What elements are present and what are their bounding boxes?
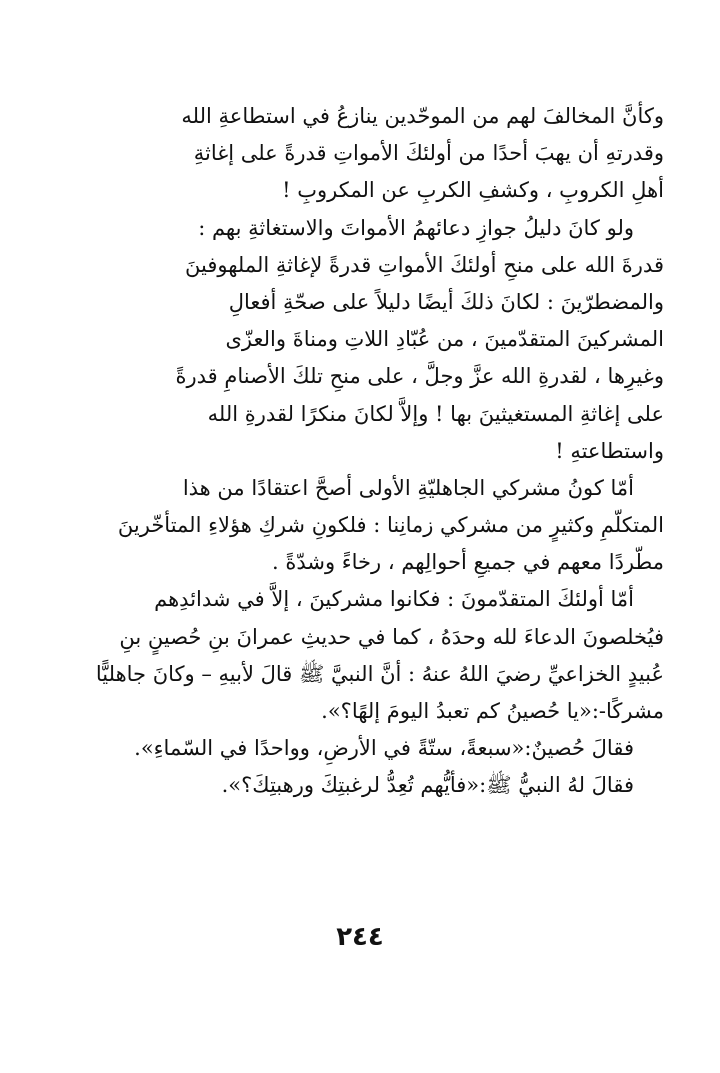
text-line-15: فيُخلصونَ الدعاءَ لله وحدَهُ ، كما في حديثِ عمرانَ بنِ حُصينٍ بنِ [119, 624, 664, 649]
text-line-14: أمّا أولئكَ المتقدّمونَ : فكانوا مشركينَ ، إلاَّ في شدائدِهم [154, 587, 634, 612]
text-line-7: المشركينَ المتقدّمينَ ، من عُبّادِ اللاتِ ومناةَ والعزّى [225, 327, 664, 352]
text-line-1: وكأنَّ المخالفَ لهم من الموحّدين ينازعُ في استطاعةِ الله [181, 104, 664, 128]
text-line-18: فقالَ حُصينٌ:«سبعةً، ستّةً في الأرضِ، وواحدًا في السّماءِ». [134, 736, 634, 761]
text-line-13: مطّردًا معهم في جميعِ أحوالِهم ، رخاءً وشدّةً . [271, 550, 664, 575]
text-line-16: عُبيدٍ الخزاعيِّ رضيَ اللهُ عنهُ : أنَّ النبيَّ ﷺ قالَ لأبيهِ – وكانَ جاهليًّا [95, 661, 664, 686]
text-line-10: واستطاعتهِ ! [555, 438, 664, 463]
text-line-12: المتكلّمِ وكثيرٍ من مشركي زمانِنا : فلكونِ شركِ هؤلاءِ المتأخّرينَ [117, 513, 664, 538]
text-line-6: والمضطرّينَ : لكانَ ذلكَ أيضًا دليلاً على صحّةِ أفعالِ [228, 289, 664, 314]
text-line-19: فقالَ لهُ النبيُّ ﷺ:«فأيُّهم تُعِدُّ لرغبتِكَ ورهبتِكَ؟». [221, 773, 634, 798]
text-line-2: وقدرتهِ أن يهبَ أحدًا من أولئكَ الأمواتِ قدرةً على إغاثةِ [193, 141, 664, 166]
text-line-5: قدرةَ الله على منحِ أولئكَ الأمواتِ قدرةً لإغاثةِ الملهوفينَ [185, 252, 664, 277]
text-line-4: ولو كانَ دليلُ جوازِ دعائهمُ الأمواتَ والاستغاثةِ بهم : [198, 215, 634, 240]
text-line-17: مشركًا-:«يا حُصينُ كم تعبدُ اليومَ إلهًا؟». [321, 699, 664, 723]
page-body-text [52, 98, 664, 805]
text-line-3: أهلِ الكروبِ ، وكشفِ الكربِ عن المكروبِ ! [282, 178, 664, 203]
text-line-11: أمّا كونُ مشركي الجاهليّةِ الأولى أصحَّ اعتقادًا من هذا [182, 475, 634, 500]
text-line-9: على إغاثةِ المستغيثينَ بها ! وإلاَّ لكانَ منكرًا لقدرةِ الله [207, 401, 664, 426]
page-number: ٢٤٤ [336, 922, 384, 952]
text-line-8: وغيرِها ، لقدرةِ الله عزَّ وجلَّ ، على منحِ تلكَ الأصنامِ قدرةً [175, 364, 664, 389]
